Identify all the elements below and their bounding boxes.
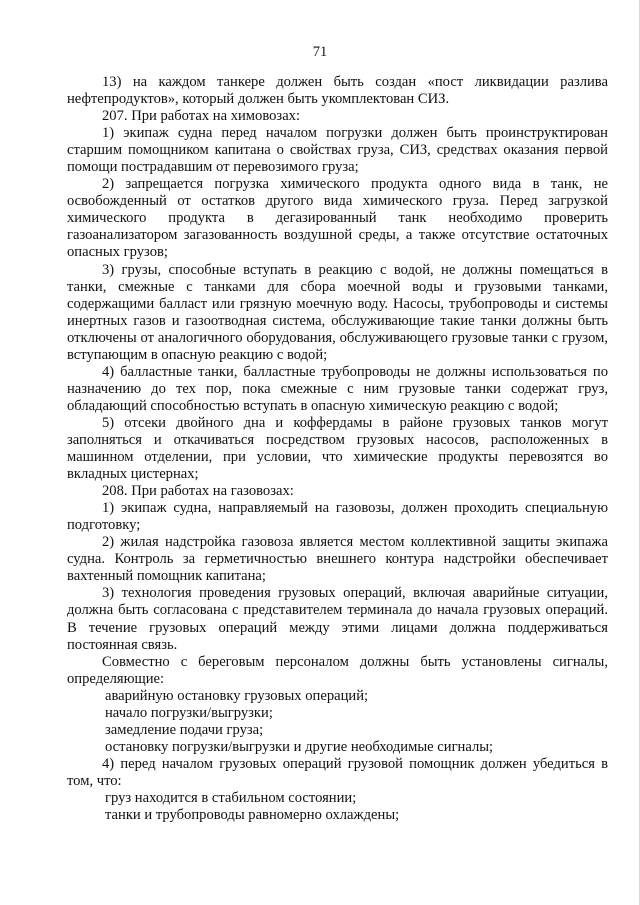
paragraph-208-3: 3) технология проведения грузовых операций, включая аварийные ситуации, должна быть согласована с представителем терминала до начала грузовых операций. В течение грузовых операций между этими лицами должна поддерживаться постоянная связь. xyxy=(67,585,608,653)
paragraph-207-1: 1) экипаж судна перед началом погрузки должен быть проинструктирован старшим помощником капитана о свойствах груза, СИЗ, средствах оказания первой помощи пострадавшим от перевозимого груза; xyxy=(67,125,608,176)
paragraph-signals-intro: Совместно с береговым персоналом должны быть установлены сигналы, определяющие: xyxy=(67,653,608,687)
paragraph-208-2: 2) жилая надстройка газовоза является местом коллективной защиты экипажа судна. Контроль за герметичностью внешнего контура надстройки обеспечивает вахтенный помощник капитана; xyxy=(67,534,608,585)
paragraph-208-1: 1) экипаж судна, направляемый на газовозы, должен проходить специальную подготовку; xyxy=(67,500,608,534)
list-item-check-1: груз находится в стабильном состоянии; xyxy=(105,789,357,806)
page-number: 71 xyxy=(312,44,328,60)
paragraph-207-5: 5) отсеки двойного дна и коффердамы в районе грузовых танков могут заполняться и откачиваться посредством грузовых насосов, расположенных в машинном отделении, при условии, что химические продукты перевозятся во вкладных цистернах; xyxy=(67,414,608,483)
document-body xyxy=(67,74,608,824)
list-item-signal-4: остановку погрузки/выгрузки и другие необходимые сигналы; xyxy=(105,738,494,755)
paragraph-207-3: 3) грузы, способные вступать в реакцию с водой, не должны помещаться в танки, смежные с танками для сбора моечной воды и грузовыми танками, содержащими балласт или грязную моечную воду. Насосы, трубопроводы и системы инертных газов и газоотводная система, обслуживающие такие танки должны быть отключены от аналогичного оборудования, обслуживающего грузовые танки с грузом, вступающим в опасную реакцию с водой; xyxy=(67,261,608,363)
paragraph-13: 13) на каждом танкере должен быть создан «пост ликвидации разлива нефтепродуктов», который должен быть укомплектован СИЗ. xyxy=(67,74,608,108)
paragraph-207-2: 2) запрещается погрузка химического продукта одного вида в танк, не освобожденный от остатков другого вида химического груза. Перед загрузкой химического продукта в дегазированный танк необходимо проверить газоанализатором загазованность воздушной среды, а также отсутствие остаточных опасных грузов; xyxy=(67,176,608,261)
paragraph-208-4: 4) перед началом грузовых операций грузовой помощник должен убедиться в том, что: xyxy=(67,755,608,789)
paragraph-207-4: 4) балластные танки, балластные трубопроводы не должны использоваться по назначению до тех пор, пока смежные с ним грузовые танки содержат груз, обладающий способностью вступать в опасную химическую реакцию с водой; xyxy=(67,363,608,414)
list-item-signal-2: начало погрузки/выгрузки; xyxy=(105,704,273,721)
section-207-heading: 207. При работах на химовозах: xyxy=(102,108,301,125)
section-208-heading: 208. При работах на газовозах: xyxy=(102,483,294,500)
list-item-signal-1: аварийную остановку грузовых операций; xyxy=(105,687,369,704)
list-item-signal-3: замедление подачи груза; xyxy=(105,721,264,738)
list-item-check-2: танки и трубопроводы равномерно охлаждены; xyxy=(105,807,400,824)
